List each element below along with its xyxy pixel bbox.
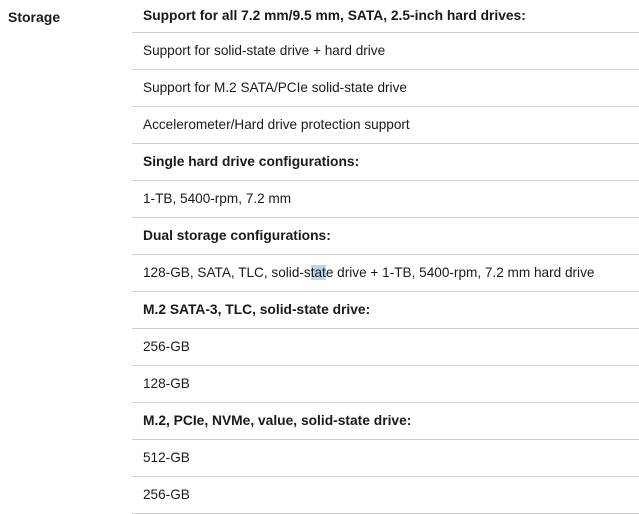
spec-row: Support for solid-state drive + hard drive (132, 32, 639, 69)
table-row (0, 0, 639, 32)
spec-row: 128-GB (132, 365, 639, 402)
section-label-cell (0, 0, 132, 513)
spec-row-heading: M.2, PCIe, NVMe, value, solid-state drive: (132, 402, 639, 439)
spec-row: 256-GB (132, 328, 639, 365)
row-text-start: 128-GB, SATA, TLC, solid-s (143, 265, 311, 280)
spec-row: 512-GB (132, 439, 639, 476)
section-label: Storage (8, 9, 61, 25)
spec-row[interactable] (132, 254, 639, 291)
spec-row: Accelerometer/Hard drive protection support (132, 106, 639, 143)
spec-row-heading: Single hard drive configurations: (132, 143, 639, 180)
selected-text[interactable]: tat (310, 265, 326, 280)
spec-row-heading: Dual storage configurations: (132, 217, 639, 254)
row-text-end: e drive + 1-TB, 5400-rpm, 7.2 mm hard drive (325, 265, 595, 280)
spec-row: 256-GB (132, 476, 639, 513)
spec-row: 1-TB, 5400-rpm, 7.2 mm (132, 180, 639, 217)
spec-row-heading: Support for all 7.2 mm/9.5 mm, SATA, 2.5-inch hard drives: (132, 0, 639, 32)
spec-row-heading: M.2 SATA-3, TLC, solid-state drive: (132, 291, 639, 328)
spec-row: Support for M.2 SATA/PCIe solid-state drive (132, 69, 639, 106)
